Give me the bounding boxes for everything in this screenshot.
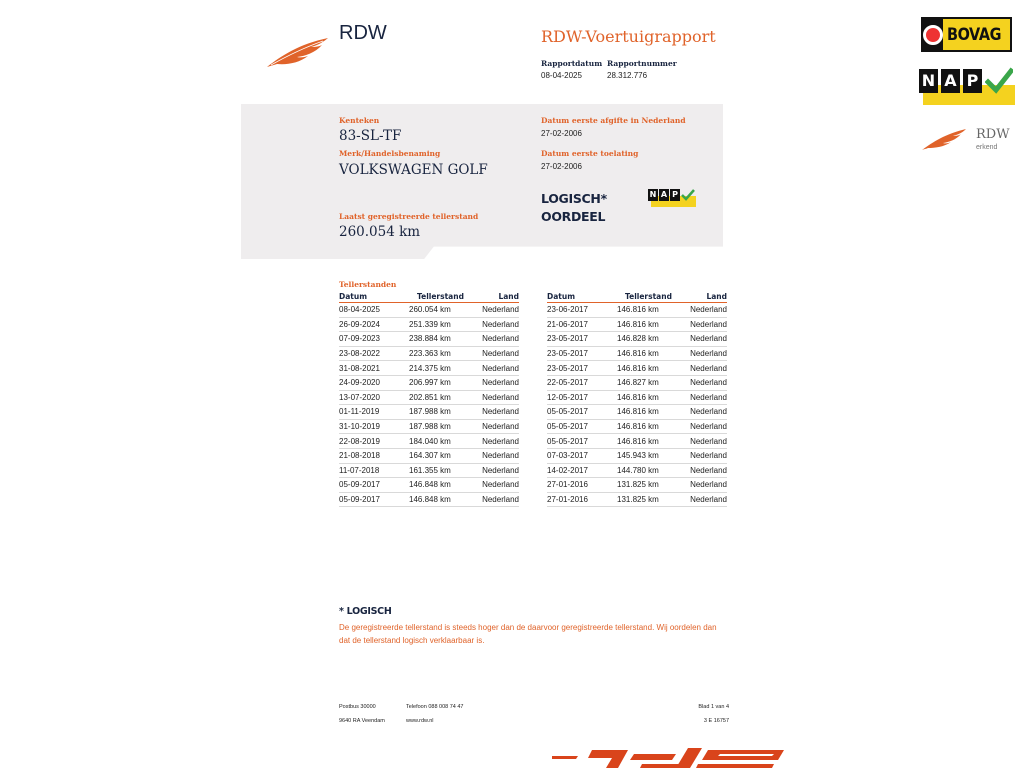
eerste-afgifte-label: Datum eerste afgifte in Nederland (541, 116, 686, 125)
row-datum: 14-02-2017 (547, 463, 617, 478)
table-row (547, 434, 727, 449)
row-datum: 07-03-2017 (547, 448, 617, 463)
note-title: * LOGISCH (339, 606, 392, 617)
table-row (339, 346, 519, 361)
laatste-stand-value: 260.054 km (339, 224, 421, 240)
col-datum: Datum (547, 292, 617, 303)
footer-code: 3 E 16757 (703, 718, 729, 724)
row-land: Nederland (479, 492, 519, 507)
col-datum: Datum (339, 292, 409, 303)
nap-logo (919, 67, 1015, 107)
row-tellerstand: 187.988 km (409, 419, 479, 434)
kenteken-value: 83-SL-TF (339, 128, 402, 144)
row-tellerstand: 131.825 km (617, 478, 687, 493)
table-row (547, 405, 727, 420)
row-datum: 01-11-2019 (339, 405, 409, 420)
rdw-erkend-sub: erkend (976, 144, 998, 151)
row-land: Nederland (479, 448, 519, 463)
kenteken-label: Kenteken (339, 116, 380, 125)
footer-plaats: 9640 RA Veendam (339, 718, 385, 724)
row-datum: 21-08-2018 (339, 448, 409, 463)
row-land: Nederland (479, 303, 519, 318)
row-tellerstand: 164.307 km (409, 448, 479, 463)
nap-badge-letter-p: P (670, 189, 680, 201)
table-row (339, 478, 519, 493)
table-row (547, 448, 727, 463)
merk-label: Merk/Handelsbenaming (339, 149, 441, 158)
row-land: Nederland (479, 332, 519, 347)
table-row (547, 463, 727, 478)
report-number-value: 28.312.776 (607, 71, 648, 80)
row-tellerstand: 145.943 km (617, 448, 687, 463)
nap-badge-check-icon (681, 188, 695, 202)
row-datum: 22-05-2017 (547, 375, 617, 390)
odometer-table-right (547, 292, 727, 507)
brand-name: RDW (339, 22, 387, 44)
rdw-feather-logo-icon (265, 34, 331, 70)
table-row (547, 478, 727, 493)
row-tellerstand: 223.363 km (409, 346, 479, 361)
row-datum: 05-05-2017 (547, 405, 617, 420)
row-land: Nederland (687, 361, 727, 376)
table-row (547, 332, 727, 347)
row-tellerstand: 214.375 km (409, 361, 479, 376)
row-land: Nederland (479, 346, 519, 361)
eerste-toelating-label: Datum eerste toelating (541, 149, 639, 158)
odometer-table-left (339, 292, 519, 507)
row-datum: 23-05-2017 (547, 361, 617, 376)
row-land: Nederland (479, 434, 519, 449)
row-land: Nederland (687, 375, 727, 390)
table-row (547, 317, 727, 332)
row-land: Nederland (479, 317, 519, 332)
table-row (339, 434, 519, 449)
row-datum: 23-05-2017 (547, 332, 617, 347)
row-land: Nederland (687, 492, 727, 507)
row-tellerstand: 146.816 km (617, 390, 687, 405)
table-row (339, 492, 519, 507)
table-row (339, 332, 519, 347)
row-land: Nederland (687, 405, 727, 420)
footer-postbus: Postbus 30000 (339, 704, 376, 710)
footer-telefoon: Telefoon 088 008 74 47 (406, 704, 464, 710)
row-datum: 27-01-2016 (547, 478, 617, 493)
nap-badge (648, 188, 696, 208)
bovag-emblem-icon (923, 19, 943, 50)
row-land: Nederland (687, 303, 727, 318)
row-land: Nederland (479, 361, 519, 376)
row-land: Nederland (687, 346, 727, 361)
row-tellerstand: 146.816 km (617, 405, 687, 420)
table-row (547, 361, 727, 376)
table-row (339, 361, 519, 376)
row-datum: 11-07-2018 (339, 463, 409, 478)
row-tellerstand: 146.816 km (617, 419, 687, 434)
row-datum: 26-09-2024 (339, 317, 409, 332)
row-land: Nederland (479, 478, 519, 493)
rdw-erkend-text: RDW (976, 127, 1010, 142)
row-land: Nederland (479, 405, 519, 420)
table-row (547, 303, 727, 318)
table-row (547, 346, 727, 361)
row-tellerstand: 184.040 km (409, 434, 479, 449)
oordeel-line-1: LOGISCH* (541, 191, 607, 206)
table-row (547, 390, 727, 405)
report-date-value: 08-04-2025 (541, 71, 582, 80)
table-row (547, 492, 727, 507)
row-datum: 31-10-2019 (339, 419, 409, 434)
row-land: Nederland (479, 463, 519, 478)
report-date-label: Rapportdatum (541, 59, 603, 68)
row-tellerstand: 131.825 km (617, 492, 687, 507)
row-tellerstand: 146.816 km (617, 434, 687, 449)
row-datum: 05-05-2017 (547, 419, 617, 434)
merk-value: VOLKSWAGEN GOLF (339, 162, 488, 178)
table-row (547, 375, 727, 390)
table-row (339, 405, 519, 420)
row-datum: 23-06-2017 (547, 303, 617, 318)
row-tellerstand: 146.816 km (617, 361, 687, 376)
report-title: RDW-Voertuigrapport (541, 27, 716, 46)
row-tellerstand: 206.997 km (409, 375, 479, 390)
row-tellerstand: 146.816 km (617, 317, 687, 332)
row-tellerstand: 146.828 km (617, 332, 687, 347)
col-land: Land (687, 292, 727, 303)
row-land: Nederland (479, 419, 519, 434)
table-row (547, 419, 727, 434)
row-tellerstand: 146.816 km (617, 346, 687, 361)
col-tellerstand: Tellerstand (617, 292, 687, 303)
row-tellerstand: 146.816 km (617, 303, 687, 318)
nap-letter-p: P (963, 69, 982, 93)
row-datum: 05-09-2017 (339, 478, 409, 493)
row-land: Nederland (687, 463, 727, 478)
row-datum: 23-08-2022 (339, 346, 409, 361)
nap-letter-n: N (919, 69, 938, 93)
row-land: Nederland (687, 448, 727, 463)
row-tellerstand: 146.848 km (409, 478, 479, 493)
eerste-toelating-value: 27-02-2006 (541, 162, 582, 171)
row-land: Nederland (687, 390, 727, 405)
row-land: Nederland (687, 419, 727, 434)
nap-badge-letter-n: N (649, 190, 657, 199)
row-tellerstand: 260.054 km (409, 303, 479, 318)
note-text-line-2: dat de tellerstand logisch verklaarbaar is. (339, 636, 485, 645)
table-row (339, 303, 519, 318)
note-text-line-1: De geregistreerde tellerstand is steeds hoger dan de daarvoor geregistreerde tellerstand. Wij oordelen dan (339, 623, 717, 632)
report-number-label: Rapportnummer (607, 59, 677, 68)
decorative-stripes-icon (552, 746, 784, 768)
row-land: Nederland (687, 332, 727, 347)
table-row (339, 463, 519, 478)
laatste-stand-label: Laatst geregistreerde tellerstand (339, 212, 479, 221)
row-tellerstand: 251.339 km (409, 317, 479, 332)
bovag-logo (921, 17, 1012, 52)
checkmark-icon (985, 67, 1013, 95)
row-datum: 05-05-2017 (547, 434, 617, 449)
eerste-afgifte-value: 27-02-2006 (541, 129, 582, 138)
row-tellerstand: 146.848 km (409, 492, 479, 507)
row-datum: 08-04-2025 (339, 303, 409, 318)
col-tellerstand: Tellerstand (409, 292, 479, 303)
tellerstanden-label: Tellerstanden (339, 280, 397, 289)
row-datum: 21-06-2017 (547, 317, 617, 332)
nap-letter-a: A (941, 69, 960, 93)
row-datum: 22-08-2019 (339, 434, 409, 449)
row-datum: 13-07-2020 (339, 390, 409, 405)
nap-badge-letter-a: A (660, 190, 668, 199)
table-row (339, 317, 519, 332)
row-tellerstand: 202.851 km (409, 390, 479, 405)
table-row (339, 375, 519, 390)
col-land: Land (479, 292, 519, 303)
row-land: Nederland (687, 478, 727, 493)
table-row (339, 390, 519, 405)
row-tellerstand: 146.827 km (617, 375, 687, 390)
row-tellerstand: 187.988 km (409, 405, 479, 420)
vehicle-summary-panel (241, 104, 723, 259)
footer-page-number: Blad 1 van 4 (698, 704, 729, 710)
row-land: Nederland (479, 375, 519, 390)
row-datum: 07-09-2023 (339, 332, 409, 347)
row-tellerstand: 161.355 km (409, 463, 479, 478)
row-tellerstand: 238.884 km (409, 332, 479, 347)
row-tellerstand: 144.780 km (617, 463, 687, 478)
row-land: Nederland (687, 434, 727, 449)
row-land: Nederland (687, 317, 727, 332)
row-datum: 23-05-2017 (547, 346, 617, 361)
table-row (339, 419, 519, 434)
bovag-text: BOVAG (947, 24, 1002, 45)
row-datum: 24-09-2020 (339, 375, 409, 390)
row-datum: 27-01-2016 (547, 492, 617, 507)
rdw-erkend-feather-icon (921, 126, 967, 152)
footer-website[interactable]: www.rdw.nl (406, 718, 434, 724)
row-land: Nederland (479, 390, 519, 405)
row-datum: 05-09-2017 (339, 492, 409, 507)
table-row (339, 448, 519, 463)
row-datum: 31-08-2021 (339, 361, 409, 376)
oordeel-line-2: OORDEEL (541, 209, 606, 224)
row-datum: 12-05-2017 (547, 390, 617, 405)
